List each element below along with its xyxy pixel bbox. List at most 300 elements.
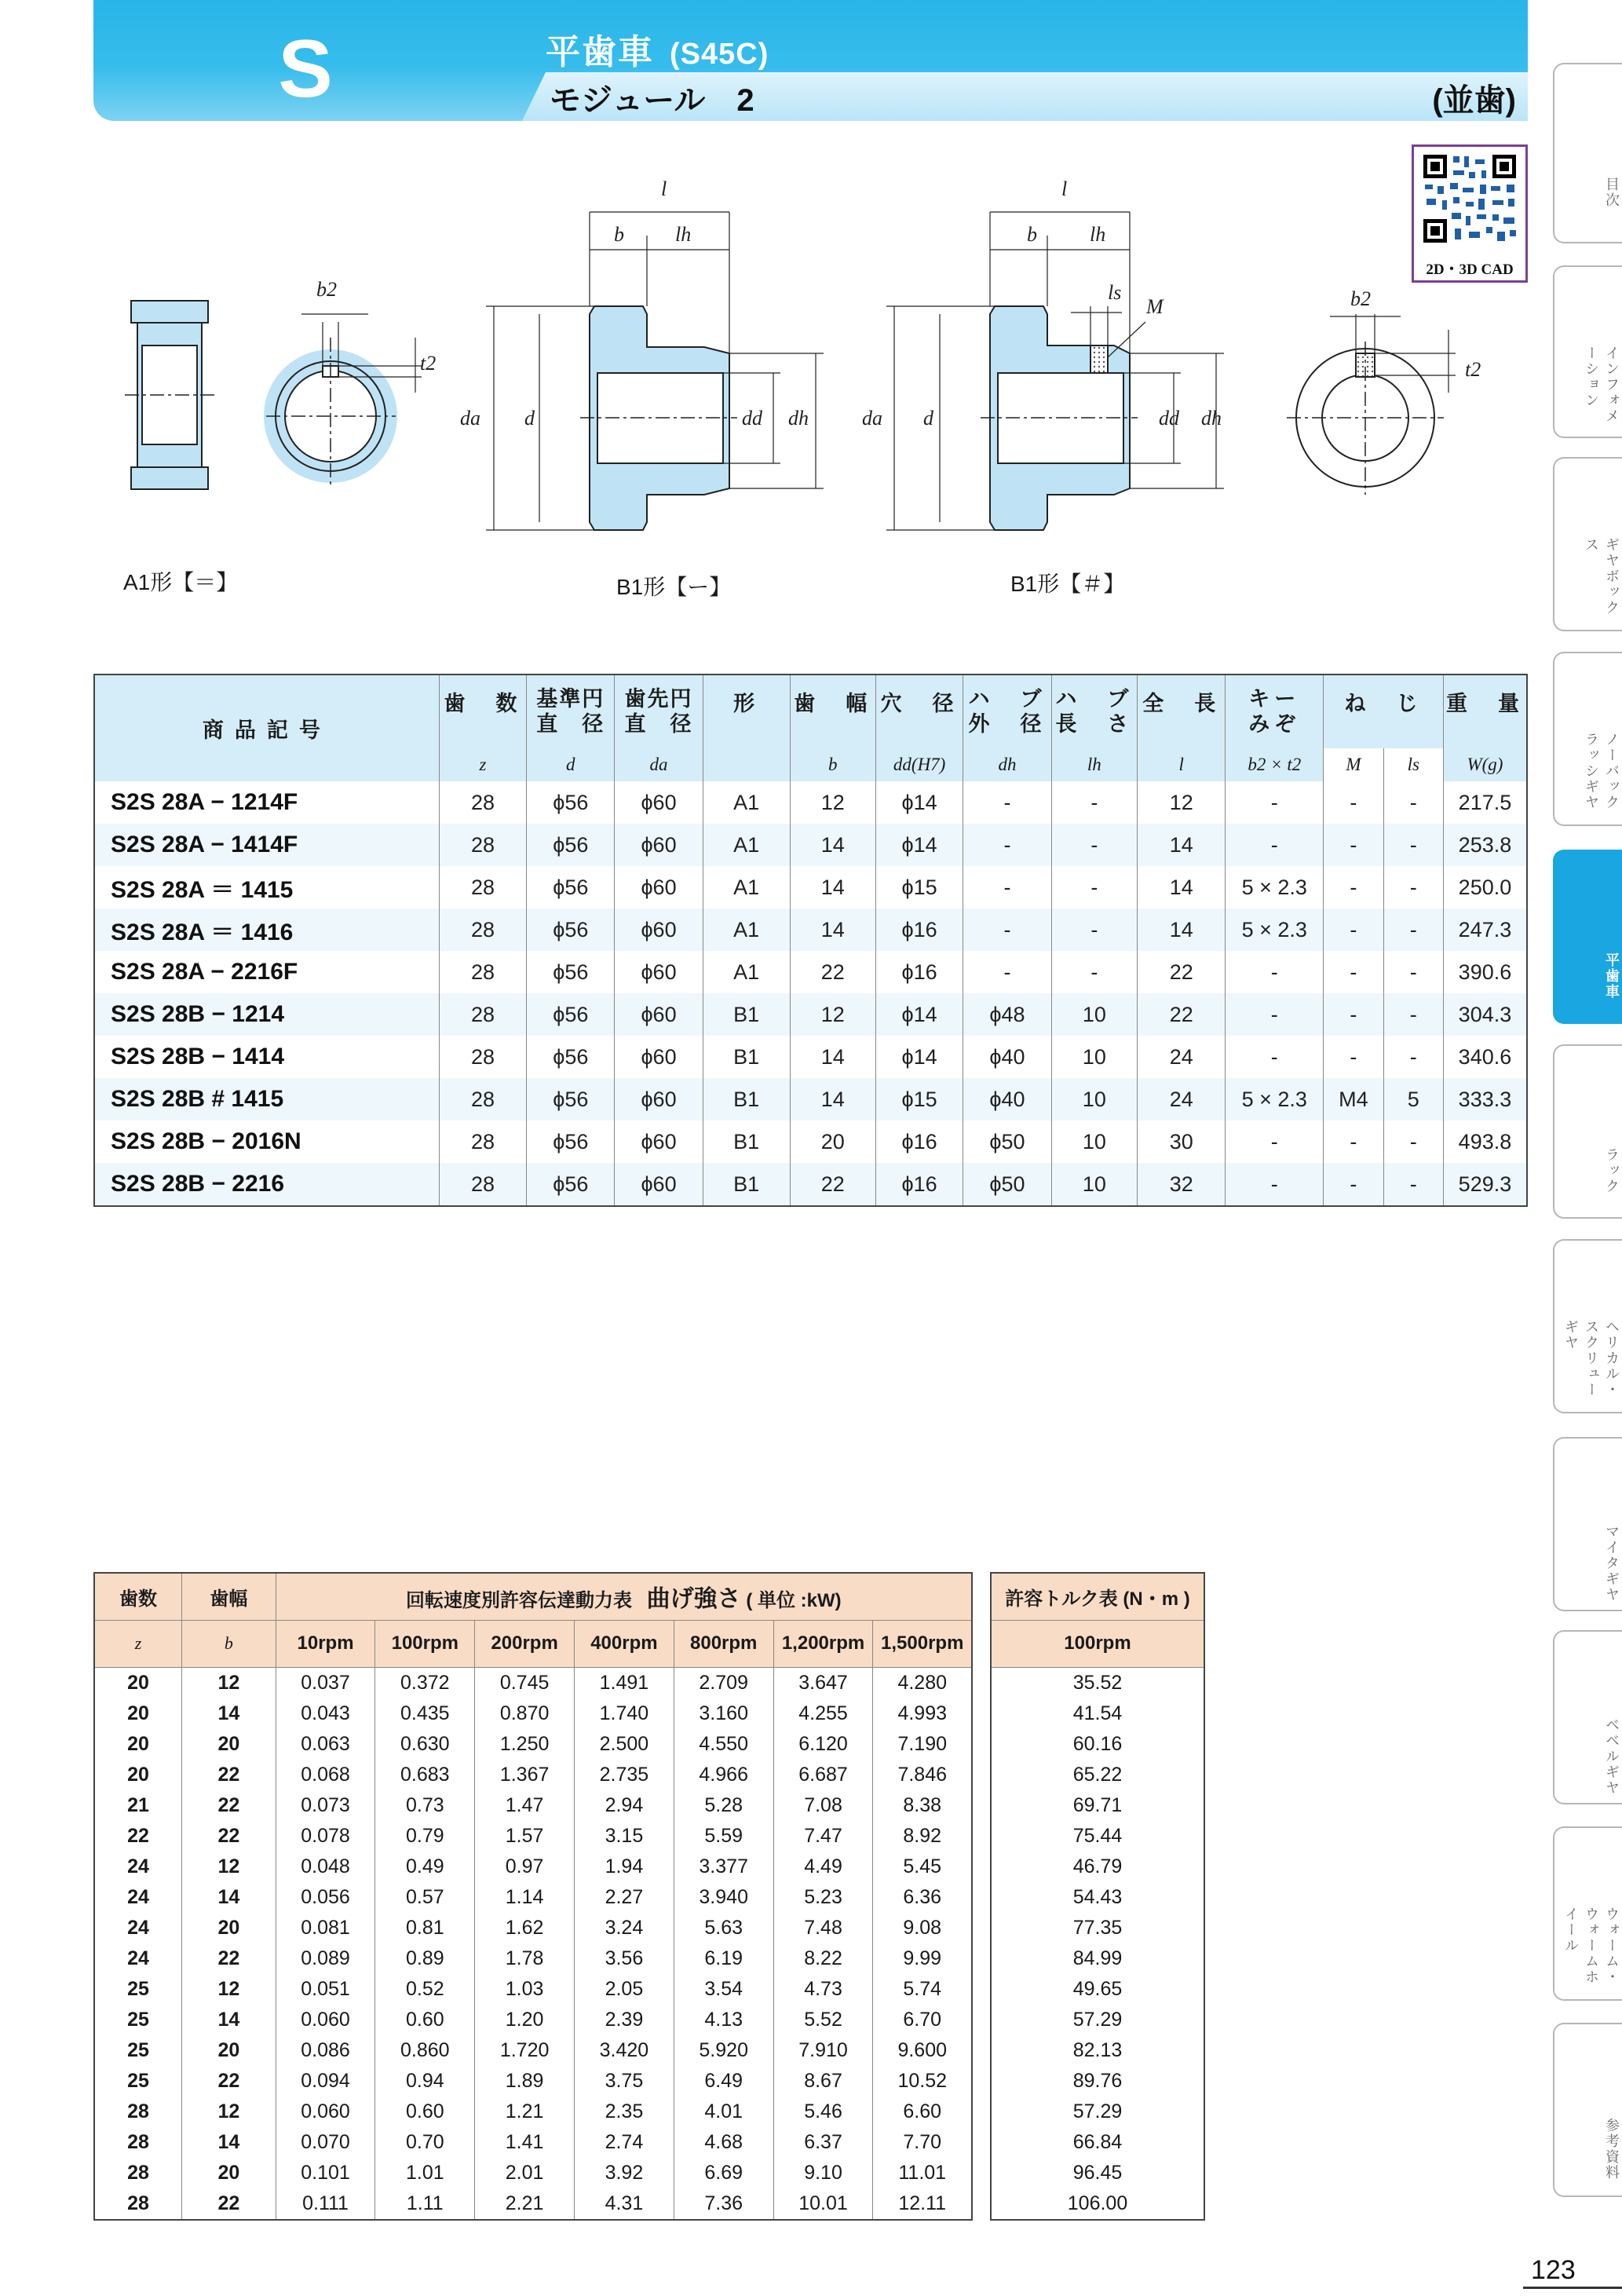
table-cell: 6.69: [674, 2158, 773, 2188]
table-cell: 0.70: [375, 2127, 475, 2158]
table-cell: 28: [439, 824, 526, 866]
col-header-d: 基準円 直 径: [527, 675, 615, 748]
power-title-prefix: 回転速度別許容伝達動力表: [406, 1590, 632, 1612]
table-cell: 10: [1051, 1036, 1137, 1078]
side-tab-3[interactable]: ギヤボックス: [1553, 457, 1622, 631]
table-cell: 217.5: [1443, 781, 1527, 824]
sym-lh: lh: [1051, 748, 1137, 781]
rpm-header: 1,200rpm: [773, 1620, 873, 1667]
torque-value: 96.45: [1072, 2161, 1123, 2184]
table-cell: 0.037: [276, 1667, 375, 1698]
table-cell: 0.060: [276, 2097, 375, 2127]
table-row: [991, 2035, 1204, 2066]
table-cell: -: [963, 909, 1051, 951]
page-title: [546, 24, 769, 74]
table-cell: A1: [703, 909, 790, 951]
col-header-weight: 重 量: [1443, 675, 1527, 748]
qr-label: 2D・3D CAD: [1426, 261, 1514, 278]
table-cell: -: [1226, 1163, 1324, 1206]
table-cell: ϕ60: [615, 993, 703, 1036]
table-cell: 2.05: [575, 1974, 674, 2005]
table-cell: 4.01: [674, 2097, 773, 2127]
table-cell: 6.37: [773, 2127, 873, 2158]
table-cell: 20: [182, 1729, 276, 1760]
side-tab-8[interactable]: マイタギヤ: [1553, 1437, 1622, 1611]
table-cell: 22: [1138, 993, 1226, 1036]
power-table: [93, 1572, 973, 2221]
table-cell: -: [1226, 1121, 1324, 1163]
table-cell: 0.60: [375, 2005, 475, 2035]
table-cell: 0.078: [276, 1821, 375, 1852]
sym-l: l: [1138, 748, 1226, 781]
table-cell: ϕ56: [527, 781, 615, 824]
table-cell: 0.73: [375, 1790, 475, 1821]
table-cell: 21: [94, 1790, 182, 1821]
table-cell: 0.89: [375, 1943, 475, 1974]
table-cell: 6.60: [873, 2097, 972, 2127]
product-code: S2S 28A − 1214F: [94, 781, 439, 824]
label-da-2: da: [862, 407, 882, 430]
table-cell: 5 × 2.3: [1226, 866, 1324, 909]
table-cell: 3.24: [575, 1913, 674, 1943]
table-cell: -: [1051, 824, 1137, 866]
table-cell: 1.14: [475, 1882, 575, 1913]
b1-gear-side: [486, 212, 824, 530]
table-cell: -: [1226, 993, 1324, 1036]
table-cell: 22: [182, 2188, 276, 2220]
table-cell: 11.01: [873, 2158, 972, 2188]
label-b-2: b: [1027, 223, 1037, 246]
table-cell: 0.630: [375, 1729, 475, 1760]
table-cell: 333.3: [1443, 1078, 1527, 1121]
torque-rpm: 100rpm: [991, 1620, 1204, 1667]
torque-value: 46.79: [1072, 1855, 1123, 1877]
table-cell: 24: [1138, 1036, 1226, 1078]
table-cell: 8.67: [773, 2066, 873, 2097]
table-cell: 0.043: [276, 1698, 375, 1729]
table-cell: 20: [182, 2158, 276, 2188]
table-row: [991, 2005, 1204, 2035]
table-cell: 22: [790, 951, 875, 993]
table-row: [94, 1698, 972, 1729]
table-cell: 0.060: [276, 2005, 375, 2035]
table-cell: 20: [94, 1667, 182, 1698]
sym-width: b: [182, 1620, 276, 1667]
col-header-screw: ね じ: [1324, 675, 1444, 748]
table-cell: 2.39: [575, 2005, 674, 2035]
table-cell: -: [1324, 1036, 1384, 1078]
table-cell: 0.97: [475, 1852, 575, 1882]
table-row: [94, 1667, 972, 1698]
table-cell: 14: [182, 2005, 276, 2035]
torque-value: 69.71: [1072, 1793, 1123, 1816]
table-cell: -: [1383, 909, 1443, 951]
rpm-header: 200rpm: [475, 1620, 575, 1667]
sym-dh: dh: [963, 748, 1051, 781]
sym-teeth: z: [94, 1620, 182, 1667]
table-cell: -: [1324, 909, 1384, 951]
table-cell: 12: [182, 2097, 276, 2127]
table-cell: B1: [703, 1163, 790, 1206]
table-cell: 250.0: [1443, 866, 1527, 909]
table-cell: ϕ56: [527, 909, 615, 951]
table-cell: ϕ56: [527, 1163, 615, 1206]
table-cell: 28: [94, 2097, 182, 2127]
b1-gear-side-setscrew: [886, 212, 1224, 530]
page-number-rule: [1523, 2287, 1622, 2289]
table-cell: -: [1383, 824, 1443, 866]
table-cell: 0.870: [475, 1698, 575, 1729]
table-cell: 22: [1138, 951, 1226, 993]
table-cell: 28: [439, 1078, 526, 1121]
table-cell: 3.160: [674, 1698, 773, 1729]
sym-ls: ls: [1383, 748, 1443, 781]
table-cell: 3.75: [575, 2066, 674, 2097]
table-cell: -: [1324, 1163, 1384, 1206]
table-row: [94, 951, 1527, 993]
table-cell: 22: [182, 1790, 276, 1821]
table-cell: A1: [703, 866, 790, 909]
torque-value: 57.29: [1072, 2100, 1123, 2122]
table-cell: 1.47: [475, 1790, 575, 1821]
table-cell: 6.19: [674, 1943, 773, 1974]
table-cell: 4.73: [773, 1974, 873, 2005]
side-tab-1[interactable]: 目次: [1553, 63, 1622, 243]
table-cell: 5.52: [773, 2005, 873, 2035]
table-cell: 4.966: [674, 1760, 773, 1790]
table-cell: ϕ15: [875, 866, 963, 909]
side-tab-11[interactable]: 参考資料: [1553, 2023, 1622, 2197]
side-tab-9[interactable]: ベベルギヤ: [1553, 1630, 1622, 1804]
table-cell: 12: [790, 781, 875, 824]
side-tab-7[interactable]: ヘリカル・スクリューギヤ: [1553, 1239, 1622, 1413]
title-text: 平歯車: [546, 33, 654, 71]
table-cell: 28: [439, 1163, 526, 1206]
torque-table-body: [991, 1667, 1204, 2220]
table-cell: 1.21: [475, 2097, 575, 2127]
label-b-1: b: [614, 223, 624, 246]
table-row: [94, 1943, 972, 1974]
table-cell: 14: [790, 824, 875, 866]
table-cell: B1: [703, 1078, 790, 1121]
table-cell: ϕ16: [875, 1121, 963, 1163]
table-cell: 9.600: [873, 2035, 972, 2066]
table-cell: 9.10: [773, 2158, 873, 2188]
label-d-2: d: [923, 407, 933, 430]
table-cell: -: [1324, 993, 1384, 1036]
table-cell: B1: [703, 993, 790, 1036]
rpm-header: 800rpm: [674, 1620, 773, 1667]
torque-value: 89.76: [1072, 2069, 1123, 2092]
table-cell: 3.54: [674, 1974, 773, 2005]
label-dh-2: dh: [1201, 407, 1222, 430]
table-cell: 4.49: [773, 1852, 873, 1882]
sym-b: b: [790, 748, 875, 781]
table-cell: 8.22: [773, 1943, 873, 1974]
table-cell: 28: [94, 2127, 182, 2158]
table-cell: 28: [94, 2158, 182, 2188]
table-cell: 4.280: [873, 1667, 972, 1698]
table-cell: ϕ50: [963, 1121, 1051, 1163]
table-row: [94, 1852, 972, 1882]
table-cell: 529.3: [1443, 1163, 1527, 1206]
col-header-name: 商品記号: [94, 675, 439, 781]
table-cell: 1.62: [475, 1913, 575, 1943]
side-tab-2[interactable]: インフォメーション: [1553, 265, 1622, 438]
table-cell: 0.745: [475, 1667, 575, 1698]
table-cell: 5: [1383, 1078, 1443, 1121]
table-cell: 28: [439, 909, 526, 951]
table-cell: -: [1226, 951, 1324, 993]
table-cell: A1: [703, 951, 790, 993]
label-lh-1: lh: [675, 223, 692, 246]
col-header-da: 歯先円 直 径: [615, 675, 703, 748]
table-cell: 28: [439, 1036, 526, 1078]
power-table-body: [94, 1667, 972, 2220]
table-row: [991, 2066, 1204, 2097]
table-cell: 1.250: [475, 1729, 575, 1760]
table-cell: 7.190: [873, 1729, 972, 1760]
torque-value: 60.16: [1072, 1732, 1123, 1755]
table-cell: 1.11: [375, 2188, 475, 2220]
table-cell: M4: [1324, 1078, 1384, 1121]
torque-value: 106.00: [1067, 2192, 1128, 2214]
table-cell: ϕ14: [875, 781, 963, 824]
sym-d: d: [527, 748, 615, 781]
rpm-header: 400rpm: [575, 1620, 674, 1667]
table-cell: 24: [1138, 1078, 1226, 1121]
table-cell: 5.23: [773, 1882, 873, 1913]
table-cell: 0.81: [375, 1913, 475, 1943]
table-cell: ϕ60: [615, 951, 703, 993]
table-cell: 9.99: [873, 1943, 972, 1974]
table-cell: 5.46: [773, 2097, 873, 2127]
col-header-hub-od: ハ ブ 外 径: [963, 675, 1051, 748]
table-row: [991, 1913, 1204, 1943]
table-cell: ϕ40: [963, 1078, 1051, 1121]
table-cell: 0.52: [375, 1974, 475, 2005]
power-title-unit: ( 単位 :kW): [746, 1590, 842, 1612]
table-cell: -: [1324, 824, 1384, 866]
table-row: [94, 824, 1527, 866]
table-cell: -: [1383, 781, 1443, 824]
table-cell: 0.79: [375, 1821, 475, 1852]
label-t2-a: t2: [420, 352, 437, 375]
product-code: S2S 28A ＝ 1415: [94, 866, 439, 909]
table-cell: 14: [182, 2127, 276, 2158]
label-dd-2: dd: [1159, 407, 1179, 430]
table-cell: 14: [790, 1036, 875, 1078]
table-cell: 10: [1051, 993, 1137, 1036]
table-row: [94, 2066, 972, 2097]
caption-a1: A1形【＝】: [123, 570, 239, 594]
side-tab-5[interactable]: 平歯車: [1553, 850, 1622, 1024]
table-cell: 14: [1138, 824, 1226, 866]
table-cell: 30: [1138, 1121, 1226, 1163]
torque-value: 41.54: [1072, 1702, 1123, 1724]
table-cell: -: [1226, 824, 1324, 866]
table-cell: 10: [1051, 1163, 1137, 1206]
label-ls: ls: [1108, 281, 1122, 304]
product-table: [93, 674, 1528, 1207]
table-row: [991, 2188, 1204, 2220]
table-row: [94, 2188, 972, 2220]
table-cell: 4.255: [773, 1698, 873, 1729]
torque-value: 84.99: [1072, 1947, 1123, 1969]
table-cell: 5 × 2.3: [1226, 909, 1324, 951]
table-cell: -: [1383, 993, 1443, 1036]
col-header-hub-len: ハ ブ 長 さ: [1051, 675, 1137, 748]
table-cell: 25: [94, 2066, 182, 2097]
table-cell: ϕ56: [527, 824, 615, 866]
side-tab-4[interactable]: ノーバックラッシギヤ: [1553, 652, 1622, 826]
product-code: S2S 28A − 1414F: [94, 824, 439, 866]
table-row: [94, 781, 1527, 824]
table-cell: 340.6: [1443, 1036, 1527, 1078]
table-cell: 14: [790, 866, 875, 909]
label-da-1: da: [460, 407, 480, 430]
label-lh-2: lh: [1090, 223, 1106, 246]
table-cell: 20: [790, 1121, 875, 1163]
tooth-type: (並歯): [1432, 83, 1516, 118]
table-cell: 0.081: [276, 1913, 375, 1943]
table-row: [991, 1790, 1204, 1821]
table-cell: 6.687: [773, 1760, 873, 1790]
table-cell: -: [1324, 951, 1384, 993]
table-cell: 24: [94, 1882, 182, 1913]
table-cell: 0.070: [276, 2127, 375, 2158]
table-cell: 4.68: [674, 2127, 773, 2158]
label-t2-b: t2: [1465, 358, 1481, 381]
table-cell: 7.846: [873, 1760, 972, 1790]
table-row: [991, 1698, 1204, 1729]
table-row: [94, 1882, 972, 1913]
label-l-1: l: [661, 177, 667, 200]
table-cell: 3.940: [674, 1882, 773, 1913]
table-cell: ϕ60: [615, 824, 703, 866]
table-cell: ϕ14: [875, 993, 963, 1036]
table-cell: 28: [439, 781, 526, 824]
table-row: [94, 1790, 972, 1821]
table-cell: B1: [703, 1036, 790, 1078]
table-cell: 1.491: [575, 1667, 674, 1698]
table-cell: 25: [94, 1974, 182, 2005]
table-cell: ϕ60: [615, 866, 703, 909]
col-header-teeth: 歯数: [94, 1573, 182, 1620]
table-row: [94, 866, 1527, 909]
table-row: [94, 2127, 972, 2158]
side-tab-6[interactable]: ラック: [1553, 1044, 1622, 1219]
table-cell: -: [1051, 909, 1137, 951]
table-row: [94, 1078, 1527, 1121]
table-row: [991, 1882, 1204, 1913]
table-cell: 10.52: [873, 2066, 972, 2097]
table-cell: 12: [182, 1852, 276, 1882]
table-cell: 12.11: [873, 2188, 972, 2220]
table-row: [991, 1760, 1204, 1790]
table-cell: 7.08: [773, 1790, 873, 1821]
table-cell: 0.683: [375, 1760, 475, 1790]
torque-value: 65.22: [1072, 1763, 1123, 1786]
table-cell: 0.57: [375, 1882, 475, 1913]
table-row: [94, 993, 1527, 1036]
product-code: S2S 28B − 2216: [94, 1163, 439, 1206]
table-cell: 1.03: [475, 1974, 575, 2005]
table-cell: 3.15: [575, 1821, 674, 1852]
table-cell: ϕ16: [875, 951, 963, 993]
table-cell: 8.38: [873, 1790, 972, 1821]
label-dh-1: dh: [788, 407, 809, 430]
table-cell: 1.720: [475, 2035, 575, 2066]
sym-shape: [703, 748, 790, 781]
power-title-main: 曲げ強さ: [646, 1586, 741, 1613]
table-cell: -: [1051, 951, 1137, 993]
table-cell: 20: [94, 1760, 182, 1790]
table-cell: 25: [94, 2005, 182, 2035]
table-cell: 5.74: [873, 1974, 972, 2005]
col-header-length: 全 長: [1138, 675, 1226, 748]
table-cell: 0.056: [276, 1882, 375, 1913]
col-header-bore: 穴 径: [875, 675, 963, 748]
table-cell: 3.92: [575, 2158, 674, 2188]
table-cell: 0.086: [276, 2035, 375, 2066]
table-cell: 2.74: [575, 2127, 674, 2158]
table-cell: 0.068: [276, 1760, 375, 1790]
table-cell: 3.647: [773, 1667, 873, 1698]
torque-value: 66.84: [1072, 2130, 1123, 2153]
table-cell: 22: [790, 1163, 875, 1206]
product-code: S2S 28A − 2216F: [94, 951, 439, 993]
table-cell: 5 × 2.3: [1226, 1078, 1324, 1121]
table-cell: ϕ56: [527, 866, 615, 909]
table-cell: 2.94: [575, 1790, 674, 1821]
side-tab-10[interactable]: ウォーム・ウォームホイール: [1553, 1826, 1622, 2001]
table-cell: 14: [790, 1078, 875, 1121]
table-cell: 20: [94, 1698, 182, 1729]
power-title: [276, 1573, 972, 1620]
table-row: [991, 2158, 1204, 2188]
table-cell: 4.550: [674, 1729, 773, 1760]
table-cell: 0.435: [375, 1698, 475, 1729]
table-cell: 1.57: [475, 1821, 575, 1852]
sym-dd: dd(H7): [875, 748, 963, 781]
table-cell: 10: [1051, 1121, 1137, 1163]
table-row: [94, 909, 1527, 951]
table-cell: 0.372: [375, 1667, 475, 1698]
table-cell: 5.28: [674, 1790, 773, 1821]
torque-value: 82.13: [1072, 2038, 1123, 2061]
product-table-body: [94, 781, 1527, 1206]
table-cell: 22: [182, 2066, 276, 2097]
table-row: [991, 1852, 1204, 1882]
table-cell: -: [1324, 781, 1384, 824]
table-cell: 1.41: [475, 2127, 575, 2158]
table-cell: 24: [94, 1943, 182, 1974]
label-m: M: [1146, 295, 1164, 318]
table-cell: 9.08: [873, 1913, 972, 1943]
rpm-header: 100rpm: [375, 1620, 475, 1667]
table-cell: 6.120: [773, 1729, 873, 1760]
col-header-z: 歯 数: [439, 675, 526, 748]
table-cell: -: [1383, 1036, 1443, 1078]
table-cell: -: [963, 951, 1051, 993]
table-cell: 493.8: [1443, 1121, 1527, 1163]
table-cell: 2.21: [475, 2188, 575, 2220]
product-code: S2S 28A ＝ 1416: [94, 909, 439, 951]
page-number: 123: [1531, 2255, 1576, 2285]
table-cell: 14: [182, 1698, 276, 1729]
label-dd-1: dd: [742, 407, 762, 430]
